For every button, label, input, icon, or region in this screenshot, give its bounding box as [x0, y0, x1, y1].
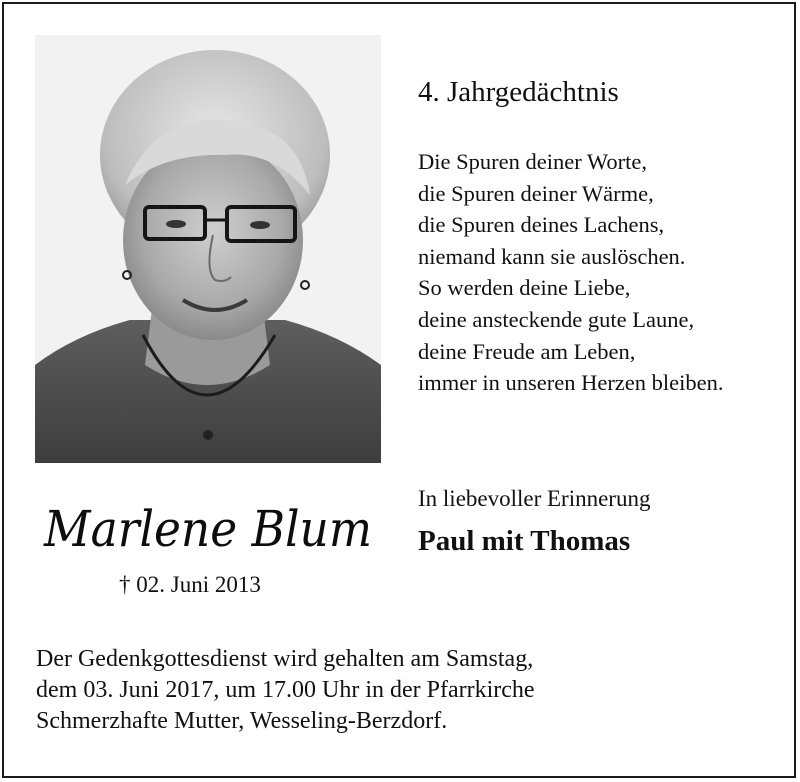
deceased-name: [40, 488, 380, 566]
poem-line: So werden deine Liebe,: [418, 275, 631, 301]
poem-line: deine ansteckende gute Laune,: [418, 306, 695, 332]
poem-line: immer in unseren Herzen bleiben.: [418, 370, 724, 396]
poem-line: deine Freude am Leben,: [418, 338, 636, 364]
deceased-name-text: Marlene Blum: [43, 500, 372, 558]
poem-line: die Spuren deiner Wärme,: [418, 180, 654, 206]
portrait-photo: [35, 35, 381, 463]
poem-line: die Spuren deines Lachens,: [418, 212, 665, 238]
death-date: † 02. Juni 2013: [119, 572, 261, 597]
poem-line: niemand kann sie auslöschen.: [418, 243, 686, 269]
signers: Paul mit Thomas: [418, 525, 631, 557]
memory-line: In liebevoller Erinnerung: [418, 486, 651, 511]
service-line: Schmerzhafte Mutter, Wesseling-Berzdorf.: [36, 708, 448, 734]
poem-line: Die Spuren deiner Worte,: [418, 149, 647, 174]
service-announcement: [36, 644, 535, 737]
service-line: Der Gedenkgottesdienst wird gehalten am Samstag,: [36, 646, 534, 672]
service-line: dem 03. Juni 2017, um 17.00 Uhr in der Pfarrkirche: [36, 677, 535, 703]
anniversary-heading: 4. Jahrgedächtnis: [418, 76, 619, 108]
poem: [418, 146, 724, 399]
